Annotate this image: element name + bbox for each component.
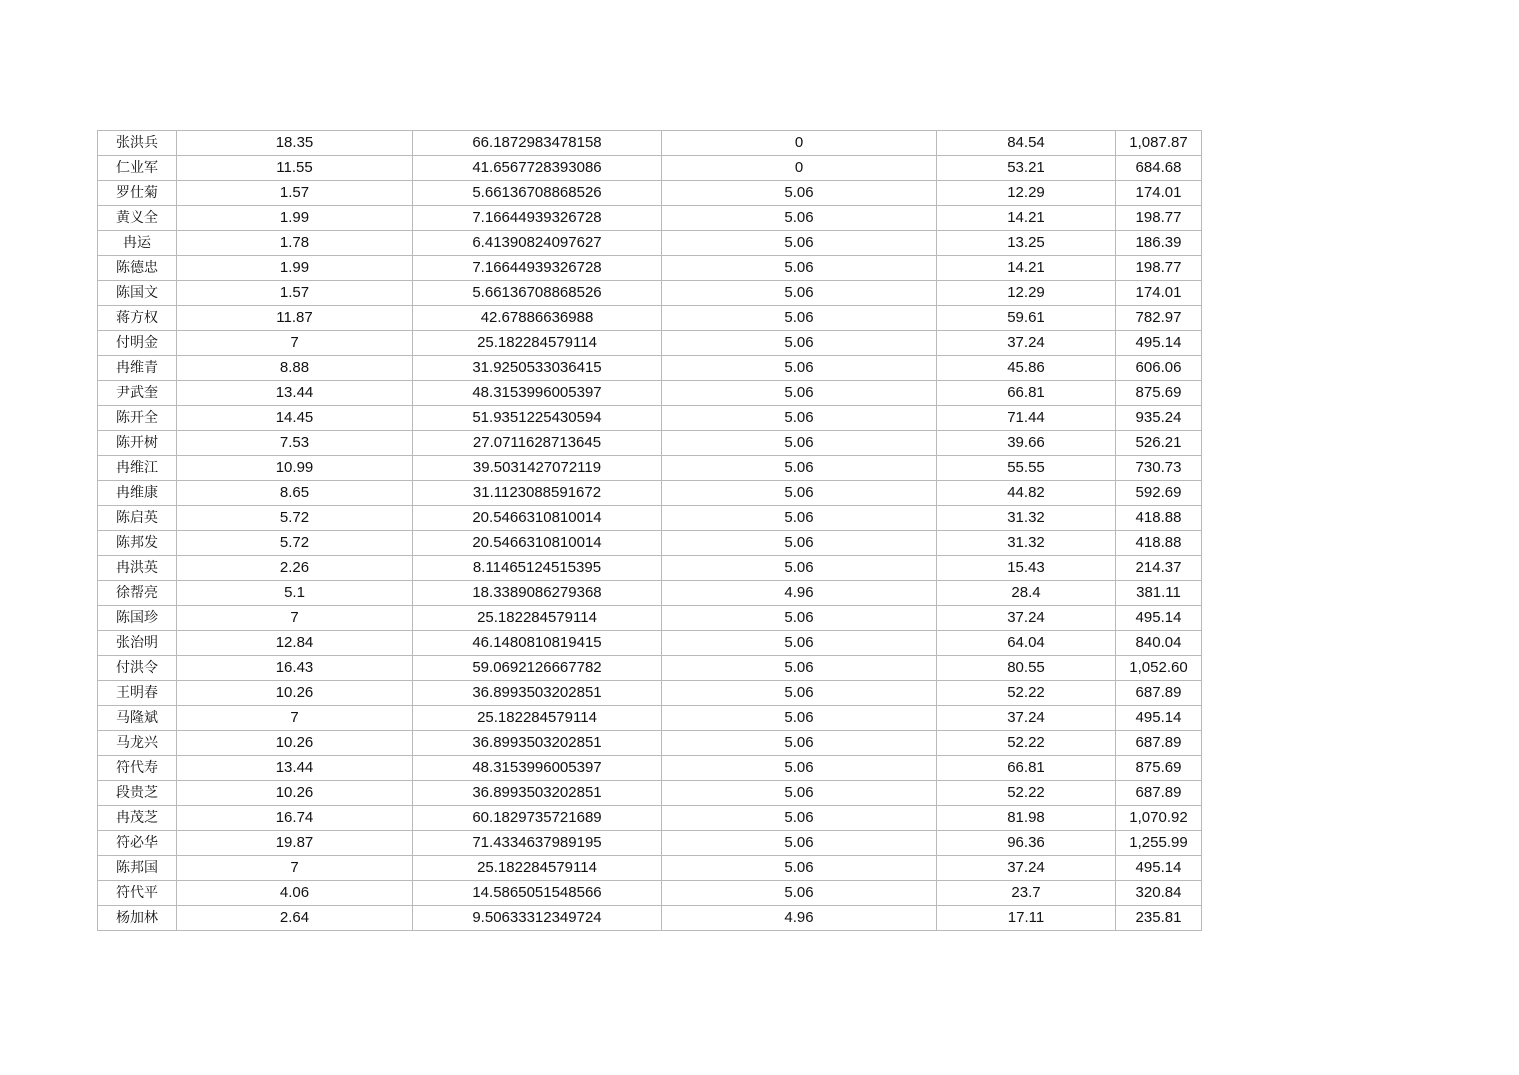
cell-name: 陈开全 (98, 406, 177, 431)
cell-col-5: 66.81 (937, 756, 1116, 781)
cell-name: 付洪令 (98, 656, 177, 681)
cell-col-6: 186.39 (1116, 231, 1202, 256)
cell-col-4: 5.06 (662, 506, 937, 531)
cell-col-3: 6.41390824097627 (413, 231, 662, 256)
cell-name: 仁业军 (98, 156, 177, 181)
cell-name: 张洪兵 (98, 131, 177, 156)
cell-col-6: 1,070.92 (1116, 806, 1202, 831)
cell-col-4: 5.06 (662, 781, 937, 806)
cell-col-2: 2.26 (177, 556, 413, 581)
cell-col-2: 5.72 (177, 531, 413, 556)
cell-col-6: 1,087.87 (1116, 131, 1202, 156)
cell-col-4: 5.06 (662, 756, 937, 781)
cell-col-2: 8.65 (177, 481, 413, 506)
cell-col-6: 730.73 (1116, 456, 1202, 481)
cell-name: 杨加林 (98, 906, 177, 931)
cell-col-3: 46.1480810819415 (413, 631, 662, 656)
cell-col-3: 36.8993503202851 (413, 781, 662, 806)
table-row (98, 756, 1202, 781)
cell-col-6: 782.97 (1116, 306, 1202, 331)
cell-name: 蒋方权 (98, 306, 177, 331)
cell-col-2: 10.99 (177, 456, 413, 481)
cell-col-3: 36.8993503202851 (413, 731, 662, 756)
cell-col-5: 39.66 (937, 431, 1116, 456)
cell-col-6: 935.24 (1116, 406, 1202, 431)
cell-col-5: 52.22 (937, 731, 1116, 756)
cell-col-3: 31.9250533036415 (413, 356, 662, 381)
table-row (98, 881, 1202, 906)
cell-col-4: 5.06 (662, 681, 937, 706)
cell-name: 付明金 (98, 331, 177, 356)
cell-col-5: 17.11 (937, 906, 1116, 931)
cell-col-5: 14.21 (937, 256, 1116, 281)
cell-col-4: 4.96 (662, 906, 937, 931)
cell-col-6: 198.77 (1116, 256, 1202, 281)
cell-col-5: 55.55 (937, 456, 1116, 481)
cell-name: 王明春 (98, 681, 177, 706)
cell-col-2: 16.43 (177, 656, 413, 681)
cell-col-3: 48.3153996005397 (413, 756, 662, 781)
cell-col-5: 44.82 (937, 481, 1116, 506)
cell-name: 罗仕菊 (98, 181, 177, 206)
cell-name: 符代寿 (98, 756, 177, 781)
cell-col-3: 31.1123088591672 (413, 481, 662, 506)
cell-col-4: 5.06 (662, 181, 937, 206)
cell-col-2: 4.06 (177, 881, 413, 906)
table-row (98, 806, 1202, 831)
cell-col-3: 51.9351225430594 (413, 406, 662, 431)
cell-col-5: 80.55 (937, 656, 1116, 681)
cell-col-6: 606.06 (1116, 356, 1202, 381)
cell-col-5: 12.29 (937, 181, 1116, 206)
table-row (98, 906, 1202, 931)
table-row (98, 856, 1202, 881)
cell-col-4: 5.06 (662, 356, 937, 381)
cell-name: 黄义全 (98, 206, 177, 231)
cell-name: 马隆斌 (98, 706, 177, 731)
cell-name: 冉维康 (98, 481, 177, 506)
cell-col-2: 5.72 (177, 506, 413, 531)
cell-col-6: 495.14 (1116, 606, 1202, 631)
cell-col-4: 5.06 (662, 631, 937, 656)
cell-col-6: 687.89 (1116, 731, 1202, 756)
cell-col-2: 10.26 (177, 731, 413, 756)
cell-col-5: 81.98 (937, 806, 1116, 831)
cell-col-2: 11.87 (177, 306, 413, 331)
cell-col-2: 1.78 (177, 231, 413, 256)
cell-col-4: 5.06 (662, 556, 937, 581)
cell-col-2: 1.99 (177, 256, 413, 281)
cell-col-5: 31.32 (937, 506, 1116, 531)
cell-name: 徐帮亮 (98, 581, 177, 606)
cell-col-2: 16.74 (177, 806, 413, 831)
cell-col-2: 7 (177, 606, 413, 631)
cell-col-3: 9.50633312349724 (413, 906, 662, 931)
cell-col-3: 20.5466310810014 (413, 531, 662, 556)
cell-col-2: 12.84 (177, 631, 413, 656)
table-body (98, 131, 1202, 931)
cell-col-4: 5.06 (662, 406, 937, 431)
cell-col-2: 18.35 (177, 131, 413, 156)
cell-col-2: 1.57 (177, 181, 413, 206)
cell-col-3: 36.8993503202851 (413, 681, 662, 706)
cell-name: 陈国文 (98, 281, 177, 306)
cell-col-6: 418.88 (1116, 506, 1202, 531)
cell-col-4: 5.06 (662, 806, 937, 831)
cell-name: 符必华 (98, 831, 177, 856)
cell-col-3: 25.182284579114 (413, 606, 662, 631)
table-row (98, 156, 1202, 181)
cell-name: 冉洪英 (98, 556, 177, 581)
cell-col-3: 25.182284579114 (413, 856, 662, 881)
cell-col-6: 684.68 (1116, 156, 1202, 181)
cell-col-2: 11.55 (177, 156, 413, 181)
cell-col-6: 320.84 (1116, 881, 1202, 906)
cell-col-5: 45.86 (937, 356, 1116, 381)
cell-col-3: 48.3153996005397 (413, 381, 662, 406)
cell-col-5: 66.81 (937, 381, 1116, 406)
cell-col-2: 8.88 (177, 356, 413, 381)
cell-col-3: 41.6567728393086 (413, 156, 662, 181)
table-row (98, 706, 1202, 731)
cell-col-2: 1.57 (177, 281, 413, 306)
cell-name: 段贵芝 (98, 781, 177, 806)
cell-name: 冉运 (98, 231, 177, 256)
cell-col-6: 381.11 (1116, 581, 1202, 606)
cell-col-2: 7 (177, 856, 413, 881)
cell-col-2: 2.64 (177, 906, 413, 931)
cell-col-5: 14.21 (937, 206, 1116, 231)
cell-col-4: 5.06 (662, 481, 937, 506)
cell-col-6: 1,255.99 (1116, 831, 1202, 856)
table-row (98, 681, 1202, 706)
cell-col-5: 71.44 (937, 406, 1116, 431)
cell-col-4: 0 (662, 156, 937, 181)
cell-col-2: 7 (177, 331, 413, 356)
cell-col-2: 10.26 (177, 781, 413, 806)
cell-col-5: 59.61 (937, 306, 1116, 331)
cell-name: 陈邦发 (98, 531, 177, 556)
cell-col-6: 198.77 (1116, 206, 1202, 231)
cell-col-3: 60.1829735721689 (413, 806, 662, 831)
cell-col-6: 1,052.60 (1116, 656, 1202, 681)
cell-name: 马龙兴 (98, 731, 177, 756)
cell-col-5: 53.21 (937, 156, 1116, 181)
table-row (98, 731, 1202, 756)
cell-col-3: 7.16644939326728 (413, 256, 662, 281)
cell-col-5: 15.43 (937, 556, 1116, 581)
cell-col-5: 37.24 (937, 706, 1116, 731)
cell-col-4: 5.06 (662, 281, 937, 306)
cell-col-3: 20.5466310810014 (413, 506, 662, 531)
table-row (98, 581, 1202, 606)
table-row (98, 281, 1202, 306)
cell-col-2: 7.53 (177, 431, 413, 456)
table-row (98, 781, 1202, 806)
cell-name: 冉茂芝 (98, 806, 177, 831)
table-row (98, 481, 1202, 506)
cell-col-3: 66.1872983478158 (413, 131, 662, 156)
cell-col-3: 7.16644939326728 (413, 206, 662, 231)
cell-col-5: 23.7 (937, 881, 1116, 906)
cell-col-5: 37.24 (937, 331, 1116, 356)
cell-col-6: 418.88 (1116, 531, 1202, 556)
cell-col-3: 14.5865051548566 (413, 881, 662, 906)
cell-col-3: 39.5031427072119 (413, 456, 662, 481)
cell-col-6: 495.14 (1116, 856, 1202, 881)
data-table (97, 130, 1202, 931)
cell-col-5: 96.36 (937, 831, 1116, 856)
cell-col-4: 5.06 (662, 856, 937, 881)
table-row (98, 131, 1202, 156)
table-row (98, 606, 1202, 631)
cell-col-4: 5.06 (662, 381, 937, 406)
cell-col-6: 174.01 (1116, 181, 1202, 206)
cell-col-4: 5.06 (662, 206, 937, 231)
table-row (98, 456, 1202, 481)
cell-col-3: 25.182284579114 (413, 331, 662, 356)
cell-col-6: 495.14 (1116, 706, 1202, 731)
cell-col-5: 31.32 (937, 531, 1116, 556)
cell-col-4: 5.06 (662, 881, 937, 906)
cell-col-4: 5.06 (662, 306, 937, 331)
table-row (98, 381, 1202, 406)
cell-col-5: 84.54 (937, 131, 1116, 156)
cell-col-6: 235.81 (1116, 906, 1202, 931)
cell-col-5: 52.22 (937, 781, 1116, 806)
cell-col-6: 495.14 (1116, 331, 1202, 356)
cell-col-4: 5.06 (662, 831, 937, 856)
cell-col-4: 5.06 (662, 431, 937, 456)
cell-col-5: 52.22 (937, 681, 1116, 706)
cell-col-6: 687.89 (1116, 781, 1202, 806)
cell-col-6: 526.21 (1116, 431, 1202, 456)
table-row (98, 656, 1202, 681)
cell-col-6: 875.69 (1116, 756, 1202, 781)
cell-col-6: 174.01 (1116, 281, 1202, 306)
cell-col-3: 27.0711628713645 (413, 431, 662, 456)
cell-col-6: 875.69 (1116, 381, 1202, 406)
table-row (98, 631, 1202, 656)
cell-col-4: 5.06 (662, 456, 937, 481)
cell-name: 陈国珍 (98, 606, 177, 631)
cell-col-5: 13.25 (937, 231, 1116, 256)
cell-col-4: 5.06 (662, 656, 937, 681)
table-row (98, 256, 1202, 281)
cell-col-2: 10.26 (177, 681, 413, 706)
cell-col-5: 28.4 (937, 581, 1116, 606)
cell-name: 尹武奎 (98, 381, 177, 406)
cell-col-3: 71.4334637989195 (413, 831, 662, 856)
cell-col-5: 64.04 (937, 631, 1116, 656)
cell-name: 张治明 (98, 631, 177, 656)
table-row (98, 306, 1202, 331)
cell-col-3: 42.67886636988 (413, 306, 662, 331)
cell-col-4: 5.06 (662, 706, 937, 731)
cell-name: 陈开树 (98, 431, 177, 456)
table-row (98, 406, 1202, 431)
table-row (98, 556, 1202, 581)
table-row (98, 206, 1202, 231)
cell-col-2: 14.45 (177, 406, 413, 431)
cell-col-4: 5.06 (662, 731, 937, 756)
cell-name: 冉维江 (98, 456, 177, 481)
cell-col-2: 13.44 (177, 756, 413, 781)
table-row (98, 831, 1202, 856)
table-row (98, 531, 1202, 556)
cell-col-3: 5.66136708868526 (413, 281, 662, 306)
cell-name: 陈德忠 (98, 256, 177, 281)
cell-col-4: 5.06 (662, 606, 937, 631)
cell-col-4: 0 (662, 131, 937, 156)
cell-col-3: 8.11465124515395 (413, 556, 662, 581)
cell-name: 陈启英 (98, 506, 177, 531)
cell-col-6: 687.89 (1116, 681, 1202, 706)
cell-name: 冉维青 (98, 356, 177, 381)
cell-col-3: 18.3389086279368 (413, 581, 662, 606)
cell-col-3: 25.182284579114 (413, 706, 662, 731)
cell-col-6: 214.37 (1116, 556, 1202, 581)
cell-col-5: 12.29 (937, 281, 1116, 306)
cell-name: 陈邦国 (98, 856, 177, 881)
cell-col-2: 19.87 (177, 831, 413, 856)
table-row (98, 431, 1202, 456)
table-row (98, 231, 1202, 256)
table-row (98, 356, 1202, 381)
cell-col-3: 5.66136708868526 (413, 181, 662, 206)
cell-col-2: 7 (177, 706, 413, 731)
table-row (98, 506, 1202, 531)
cell-col-4: 5.06 (662, 331, 937, 356)
cell-col-2: 13.44 (177, 381, 413, 406)
table-row (98, 181, 1202, 206)
cell-col-4: 5.06 (662, 256, 937, 281)
cell-col-3: 59.0692126667782 (413, 656, 662, 681)
cell-col-5: 37.24 (937, 856, 1116, 881)
cell-col-5: 37.24 (937, 606, 1116, 631)
cell-col-4: 5.06 (662, 531, 937, 556)
table-row (98, 331, 1202, 356)
cell-col-2: 5.1 (177, 581, 413, 606)
cell-col-6: 840.04 (1116, 631, 1202, 656)
cell-col-6: 592.69 (1116, 481, 1202, 506)
cell-name: 符代平 (98, 881, 177, 906)
cell-col-4: 5.06 (662, 231, 937, 256)
cell-col-4: 4.96 (662, 581, 937, 606)
cell-col-2: 1.99 (177, 206, 413, 231)
